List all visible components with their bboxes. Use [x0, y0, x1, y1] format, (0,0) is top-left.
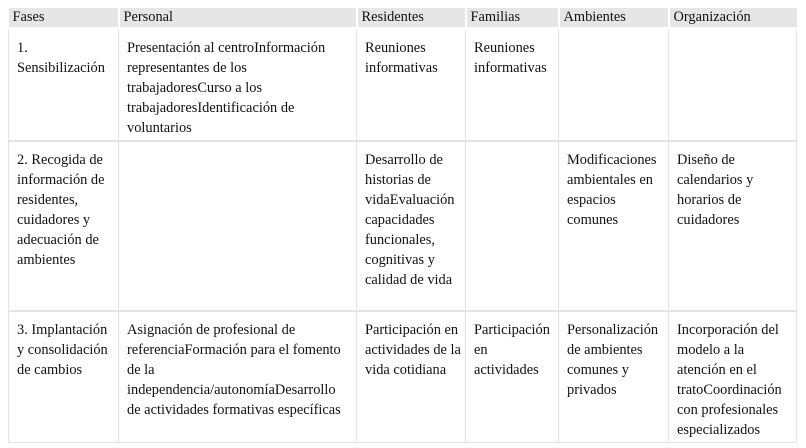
cell-personal: [119, 141, 357, 311]
header-ambientes: Ambientes: [559, 8, 669, 29]
cell-organizacion: [669, 29, 797, 142]
cell-personal: Asignación de profesional de referenciaFormación para el fomento de la independencia/autonomíaDesarrollo de actividades formativas específicas: [119, 311, 357, 443]
phases-table-container: [8, 8, 796, 443]
cell-personal: Presentación al centroInformación representantes de los trabajadoresCurso a los trabajadoresIdentificación de voluntarios: [119, 29, 357, 142]
cell-familias: [466, 141, 559, 311]
cell-ambientes: Personalización de ambientes comunes y privados: [559, 311, 669, 443]
cell-residentes: Reuniones informativas: [357, 29, 466, 142]
header-organizacion: Organización: [669, 8, 797, 29]
header-fases: Fases: [9, 8, 119, 29]
cell-ambientes: Modificaciones ambientales en espacios comunes: [559, 141, 669, 311]
cell-familias: Reuniones informativas: [466, 29, 559, 142]
phases-table: [8, 8, 797, 443]
cell-residentes: Desarrollo de historias de vidaEvaluación capacidades funcionales, cognitivas y calidad de vida: [357, 141, 466, 311]
cell-fase: 2. Recogida de información de residentes, cuidadores y adecuación de ambientes: [9, 141, 119, 311]
cell-familias: Participación en actividades: [466, 311, 559, 443]
cell-residentes: Participación en actividades de la vida cotidiana: [357, 311, 466, 443]
cell-fase: 1. Sensibilización: [9, 29, 119, 142]
table-row: [9, 29, 797, 142]
table-header: [9, 8, 797, 29]
cell-fase: 3. Implantación y consolidación de cambios: [9, 311, 119, 443]
header-personal: Personal: [119, 8, 357, 29]
header-residentes: Residentes: [357, 8, 466, 29]
table-row: [9, 141, 797, 311]
cell-organizacion: Incorporación del modelo a la atención en el tratoCoordinación con profesionales especializados: [669, 311, 797, 443]
cell-organizacion: Diseño de calendarios y horarios de cuidadores: [669, 141, 797, 311]
cell-ambientes: [559, 29, 669, 142]
header-familias: Familias: [466, 8, 559, 29]
table-body: [9, 29, 797, 443]
header-row: [9, 8, 797, 29]
table-row: [9, 311, 797, 443]
